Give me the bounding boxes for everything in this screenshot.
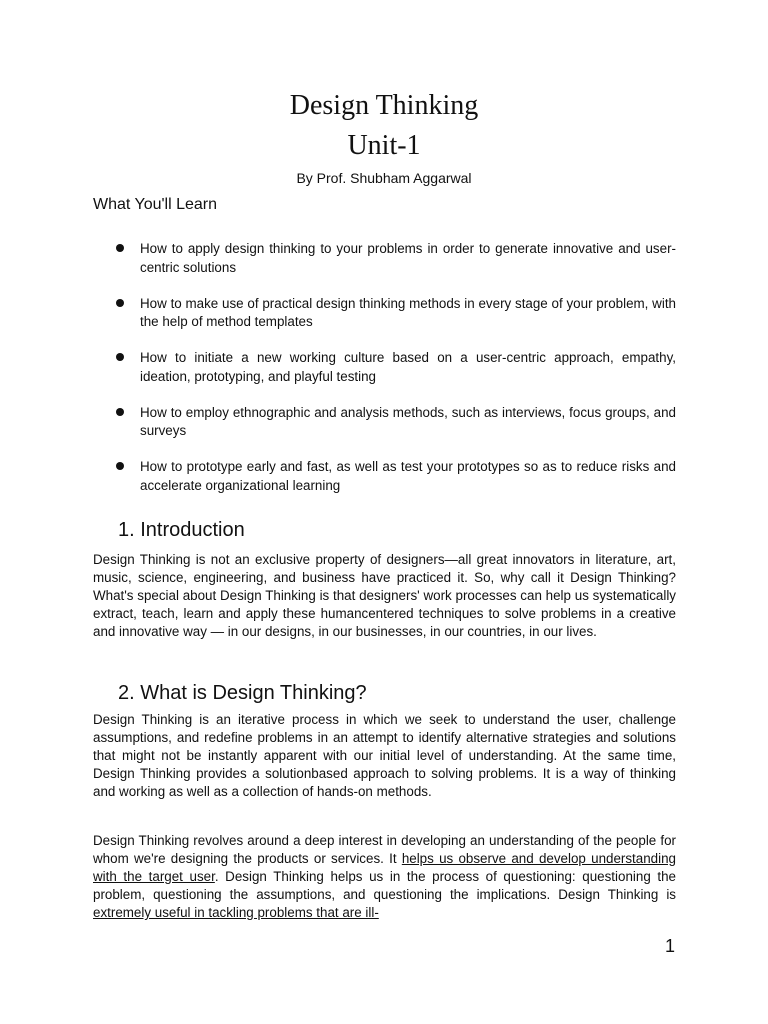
list-item — [93, 404, 676, 441]
section-heading-introduction: 1. Introduction — [118, 519, 245, 541]
learn-heading: What You'll Learn — [93, 196, 218, 213]
hyperlink-tackling-problems[interactable]: extremely useful in tackling problems that are ill- — [93, 905, 379, 920]
hyperlink-observe-understanding[interactable]: helps us observe and develop understanding with the target user — [93, 851, 676, 884]
list-item-text: How to employ ethnographic and analysis methods, such as interviews, focus groups, and surveys — [140, 404, 676, 438]
title-line-2: Unit-1 — [347, 130, 421, 161]
bullet-icon — [116, 244, 124, 252]
what-paragraph-2 — [93, 832, 676, 922]
bullet-icon — [116, 462, 124, 470]
bullet-icon — [116, 353, 124, 361]
paragraph-text: Design Thinking revolves around a deep interest in developing an understanding of the people for whom we're designing the products or services. It — [93, 833, 676, 866]
list-item — [93, 240, 676, 277]
document-title — [0, 86, 768, 166]
learn-list — [93, 240, 676, 513]
list-item — [93, 349, 676, 386]
list-item-text: How to prototype early and fast, as well as test your prototypes so as to reduce risks and accelerate organizational learning — [140, 459, 676, 493]
list-item-text: How to apply design thinking to your problems in order to generate innovative and user-centric solutions — [140, 241, 676, 275]
bullet-icon — [116, 408, 124, 416]
list-item-text: How to initiate a new working culture based on a user-centric approach, empathy, ideation, prototyping, and playful testing — [140, 350, 676, 384]
introduction-paragraph: Design Thinking is not an exclusive property of designers—all great innovators in literature, art, music, science, engineering, and business have practiced it. So, why call it Design Thinking? What's special about Design Thinking is that designers' work processes can help us systematically extract, teach, learn and apply these humancentered techniques to solve problems in a creative and innovative way — in our designs, in our businesses, in our countries, in our lives. — [93, 552, 676, 639]
bullet-icon — [116, 299, 124, 307]
page-number: 1 — [664, 936, 675, 956]
title-line-1: Design Thinking — [289, 90, 479, 121]
list-item — [93, 458, 676, 495]
what-paragraph-1: Design Thinking is an iterative process in which we seek to understand the user, challenge assumptions, and redefine problems in an attempt to identify alternative strategies and solutions that might not be instantly apparent with our initial level of understanding. At the same time, Design Thinking provides a solutionbased approach to solving problems. It is a way of thinking and working as well as a collection of hands-on methods. — [93, 712, 676, 799]
section-heading-what-is-design-thinking: 2. What is Design Thinking? — [118, 682, 367, 704]
author-line: By Prof. Shubham Aggarwal — [296, 170, 472, 186]
list-item-text: How to make use of practical design thinking methods in every stage of your problem, with the help of method templates — [140, 295, 676, 329]
list-item — [93, 295, 676, 332]
paragraph-text: . Design Thinking helps us in the process of questioning: questioning the problem, questioning the assumptions, and questioning the implications. Design Thinking is — [93, 869, 676, 902]
